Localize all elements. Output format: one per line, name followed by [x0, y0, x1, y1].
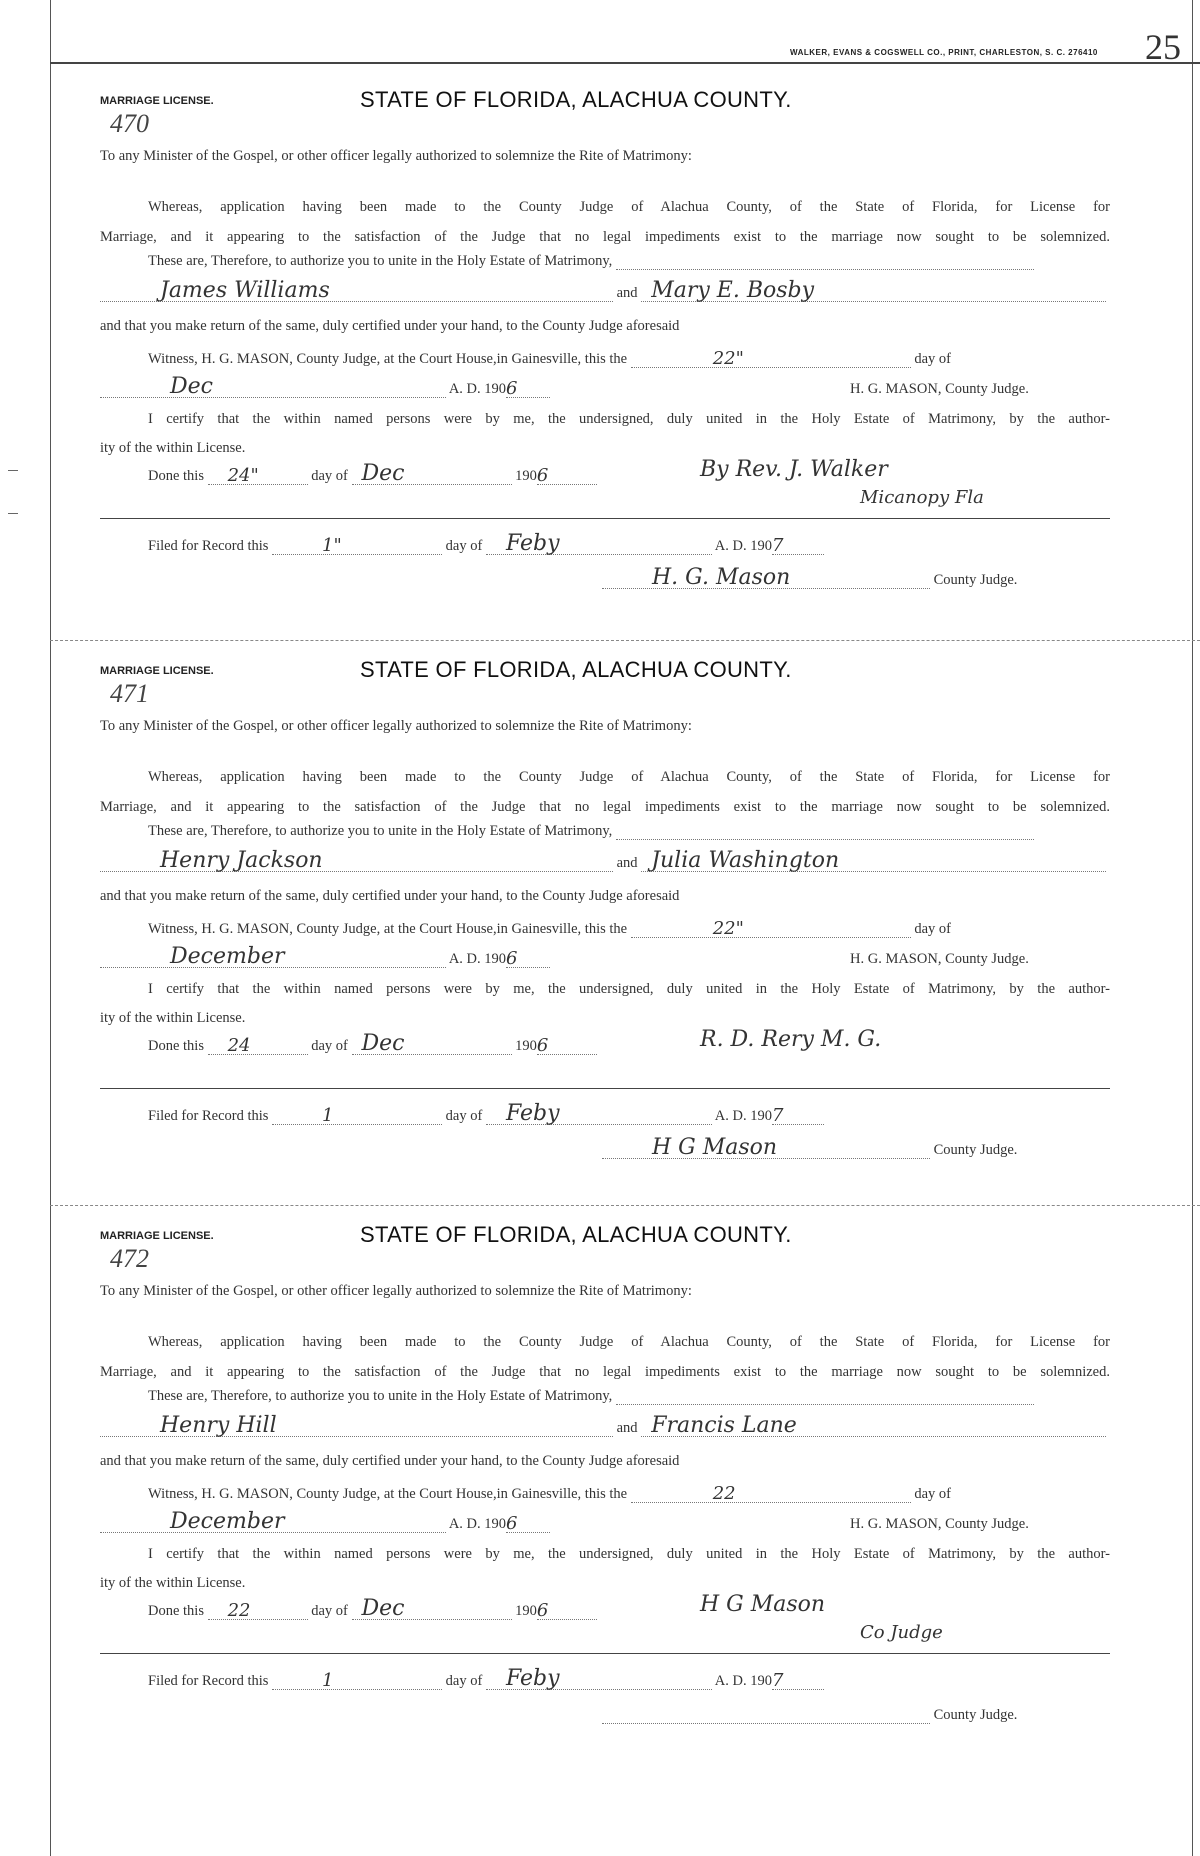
- groom-name: James Williams: [160, 278, 330, 303]
- day-of-text: day of: [914, 351, 951, 367]
- whereas-line-1: Whereas, application having been made to the County Judge of Alachua County, of the State of Florida, for License for: [148, 1334, 1110, 1350]
- witness-month: December: [170, 944, 285, 969]
- witness-day: 22": [712, 918, 744, 939]
- witness-date-line: [100, 1509, 1029, 1534]
- these-are-text: These are, Therefore, to authorize you to unite in the Holy Estate of Matrimony,: [148, 1388, 613, 1404]
- witness-day: 22": [712, 348, 744, 369]
- officiant-place: Co Judge: [860, 1622, 943, 1643]
- groom-field: [100, 1413, 613, 1438]
- done-year: 6: [536, 465, 549, 486]
- witness-month: December: [170, 1509, 285, 1534]
- witness-year: 6: [506, 1513, 518, 1534]
- filed-year: 7: [771, 1105, 784, 1126]
- county-judge-printed: H. G. MASON, County Judge.: [850, 951, 1029, 967]
- day-of-text: day of: [914, 921, 951, 937]
- names-line: [100, 278, 1106, 303]
- these-are-fill: [616, 1388, 1034, 1405]
- done-year-field: [536, 465, 597, 486]
- groom-field: [100, 278, 613, 303]
- bride-field: [641, 1413, 1106, 1438]
- filed-line: [148, 531, 824, 556]
- these-are-fill: [616, 253, 1034, 270]
- witness-text: Witness, H. G. MASON, County Judge, at the Court House,in Gainesville, this the: [148, 351, 628, 367]
- filed-year-field: [771, 1105, 824, 1126]
- filed-text: Filed for Record this: [148, 1673, 269, 1689]
- day-of-text-2: day of: [311, 1603, 348, 1619]
- these-are-text: These are, Therefore, to authorize you to unite in the Holy Estate of Matrimony,: [148, 823, 613, 839]
- state-title: STATE OF FLORIDA, ALACHUA COUNTY.: [360, 1222, 792, 1247]
- done-day: 24: [227, 1035, 251, 1056]
- day-of-text-3: day of: [445, 1673, 483, 1689]
- filed-text: Filed for Record this: [148, 538, 269, 554]
- and-text: and: [616, 855, 638, 871]
- witness-day-field: [631, 1483, 911, 1504]
- witness-text: Witness, H. G. MASON, County Judge, at the Court House,in Gainesville, this the: [148, 921, 628, 937]
- done-day-field: [208, 465, 308, 486]
- entry-separator: [50, 640, 1200, 641]
- done-year: 6: [536, 1035, 549, 1056]
- certify-line-1: I certify that the within named persons were by me, the undersigned, duly united in the Holy Estate of Matrimony, by the author-: [148, 411, 1110, 427]
- ad-text-2: A. D. 190: [714, 1673, 772, 1689]
- ledger-rule-left: [50, 0, 51, 1856]
- witness-line: [148, 918, 951, 939]
- year-prefix: 190: [515, 1038, 537, 1054]
- filed-day: 1: [322, 1670, 334, 1691]
- filed-day: 1": [322, 535, 342, 556]
- ledger-rule-right: [1192, 0, 1193, 1856]
- county-judge-line: [602, 565, 1018, 590]
- ad-text-2: A. D. 190: [714, 538, 772, 554]
- done-day-field: [208, 1035, 308, 1056]
- witness-year: 6: [506, 378, 518, 399]
- done-month-field: [352, 1031, 512, 1056]
- margin-mark: [8, 470, 18, 471]
- whereas-line-1: Whereas, application having been made to the County Judge of Alachua County, of the State of Florida, for License for: [148, 769, 1110, 785]
- whereas-line-1: Whereas, application having been made to the County Judge of Alachua County, of the State of Florida, for License for: [148, 199, 1110, 215]
- ad-text: A. D. 190: [448, 381, 507, 397]
- filed-year-field: [771, 1670, 824, 1691]
- entry-separator: [50, 1205, 1200, 1206]
- county-judge-text: County Judge.: [933, 1707, 1018, 1723]
- officiant-signature: By Rev. J. Walker: [700, 457, 888, 482]
- witness-line: [148, 1483, 951, 1504]
- these-are-line: [148, 253, 1034, 270]
- done-month: Dec: [361, 1031, 405, 1056]
- witness-line: [148, 348, 951, 369]
- signature-rule: [100, 1653, 1110, 1654]
- filed-line: [148, 1101, 824, 1126]
- and-text: and: [616, 1420, 638, 1436]
- names-line: [100, 848, 1106, 873]
- filed-month-field: [486, 1666, 712, 1691]
- done-day: 22: [227, 1600, 251, 1621]
- witness-date-line: [100, 944, 1029, 969]
- groom-name: Henry Hill: [160, 1413, 277, 1438]
- filed-month: Feby: [505, 1666, 560, 1691]
- make-return-line: and that you make return of the same, duly certified under your hand, to the County Judge aforesaid: [100, 888, 680, 904]
- signature-rule: [100, 1088, 1110, 1089]
- witness-date-line: [100, 374, 1029, 399]
- marriage-license-entry: [100, 657, 1110, 1225]
- witness-day-field: [631, 918, 911, 939]
- witness-month-field: [100, 1509, 446, 1534]
- whereas-line-2: Marriage, and it appearing to the satisfaction of the Judge that no legal impediments exist to the marriage now sought to be solemnized.: [100, 1364, 1110, 1380]
- state-title: STATE OF FLORIDA, ALACHUA COUNTY.: [360, 657, 792, 682]
- officiant-signature: R. D. Rery M. G.: [700, 1027, 882, 1052]
- filed-day: 1: [322, 1105, 334, 1126]
- done-line: [148, 1596, 597, 1621]
- to-any-minister: To any Minister of the Gospel, or other officer legally authorized to solemnize the Rite of Matrimony:: [100, 718, 692, 734]
- bride-field: [641, 848, 1106, 873]
- ledger-rule-top: [50, 62, 1200, 64]
- witness-year-field: [506, 1513, 550, 1534]
- to-any-minister: To any Minister of the Gospel, or other officer legally authorized to solemnize the Rite of Matrimony:: [100, 1283, 692, 1299]
- county-judge-printed: H. G. MASON, County Judge.: [850, 1516, 1029, 1532]
- filed-day-field: [272, 1105, 442, 1126]
- done-day: 24": [227, 465, 259, 486]
- filed-line: [148, 1666, 824, 1691]
- license-label: MARRIAGE LICENSE.: [100, 665, 214, 677]
- judge-signature-field: [602, 1135, 930, 1160]
- witness-year-field: [506, 378, 550, 399]
- and-text: and: [616, 285, 638, 301]
- county-judge-line: [602, 1707, 1017, 1724]
- day-of-text-2: day of: [311, 1038, 348, 1054]
- filed-day-field: [272, 1670, 442, 1691]
- witness-day: 22: [712, 1483, 736, 1504]
- bride-name: Mary E. Bosby: [651, 278, 815, 303]
- day-of-text: day of: [914, 1486, 951, 1502]
- license-label: MARRIAGE LICENSE.: [100, 95, 214, 107]
- license-number: 471: [110, 679, 149, 708]
- day-of-text-2: day of: [311, 468, 348, 484]
- done-text: Done this: [148, 1603, 204, 1619]
- filed-year: 7: [771, 535, 784, 556]
- year-prefix: 190: [515, 1603, 537, 1619]
- bride-name: Julia Washington: [651, 848, 840, 873]
- make-return-line: and that you make return of the same, duly certified under your hand, to the County Judge aforesaid: [100, 1453, 680, 1469]
- day-of-text-3: day of: [445, 538, 483, 554]
- marriage-license-entry: [100, 87, 1110, 655]
- county-judge-printed: H. G. MASON, County Judge.: [850, 381, 1029, 397]
- filed-month-field: [486, 1101, 712, 1126]
- judge-signature: H G Mason: [652, 1135, 778, 1160]
- names-line: [100, 1413, 1106, 1438]
- filed-month-field: [486, 531, 712, 556]
- filed-month: Feby: [505, 531, 560, 556]
- witness-text: Witness, H. G. MASON, County Judge, at the Court House,in Gainesville, this the: [148, 1486, 628, 1502]
- bride-field: [641, 278, 1106, 303]
- whereas-line-2: Marriage, and it appearing to the satisfaction of the Judge that no legal impediments exist to the marriage now sought to be solemnized.: [100, 229, 1110, 245]
- done-month-field: [352, 461, 512, 486]
- bride-name: Francis Lane: [651, 1413, 797, 1438]
- county-judge-line: [602, 1135, 1018, 1160]
- license-label: MARRIAGE LICENSE.: [100, 1230, 214, 1242]
- certify-line-2: ity of the within License.: [100, 440, 246, 456]
- printer-imprint: WALKER, EVANS & COGSWELL CO., PRINT, CHARLESTON, S. C. 276410: [790, 48, 1098, 57]
- these-are-text: These are, Therefore, to authorize you to unite in the Holy Estate of Matrimony,: [148, 253, 613, 269]
- witness-month: Dec: [170, 374, 213, 399]
- certify-line-2: ity of the within License.: [100, 1010, 246, 1026]
- these-are-line: [148, 823, 1034, 840]
- state-title: STATE OF FLORIDA, ALACHUA COUNTY.: [360, 87, 792, 112]
- these-are-line: [148, 1388, 1034, 1405]
- done-month: Dec: [361, 461, 405, 486]
- year-prefix: 190: [515, 468, 537, 484]
- marriage-license-entry: [100, 1222, 1110, 1790]
- certify-line-2: ity of the within License.: [100, 1575, 246, 1591]
- witness-month-field: [100, 374, 446, 399]
- done-text: Done this: [148, 1038, 204, 1054]
- ad-text-2: A. D. 190: [714, 1108, 772, 1124]
- license-number: 470: [110, 109, 149, 138]
- officiant-signature: H G Mason: [700, 1592, 826, 1617]
- these-are-fill: [616, 823, 1034, 840]
- filed-text: Filed for Record this: [148, 1108, 269, 1124]
- officiant-place: Micanopy Fla: [860, 487, 984, 508]
- done-day-field: [208, 1600, 308, 1621]
- license-number: 472: [110, 1244, 149, 1273]
- certify-line-1: I certify that the within named persons were by me, the undersigned, duly united in the Holy Estate of Matrimony, by the author-: [148, 981, 1110, 997]
- margin-mark: [8, 513, 18, 514]
- witness-day-field: [631, 348, 911, 369]
- filed-year: 7: [771, 1670, 784, 1691]
- certify-line-1: I certify that the within named persons were by me, the undersigned, duly united in the Holy Estate of Matrimony, by the author-: [148, 1546, 1110, 1562]
- done-year-field: [536, 1600, 597, 1621]
- judge-signature-field: [602, 565, 930, 590]
- done-month-field: [352, 1596, 512, 1621]
- judge-signature: H. G. Mason: [652, 565, 791, 590]
- filed-day-field: [272, 535, 442, 556]
- done-text: Done this: [148, 468, 204, 484]
- groom-field: [100, 848, 613, 873]
- witness-year: 6: [506, 948, 518, 969]
- filed-month: Feby: [505, 1101, 560, 1126]
- done-year: 6: [536, 1600, 549, 1621]
- witness-year-field: [506, 948, 550, 969]
- witness-month-field: [100, 944, 446, 969]
- whereas-line-2: Marriage, and it appearing to the satisfaction of the Judge that no legal impediments exist to the marriage now sought to be solemnized.: [100, 799, 1110, 815]
- county-judge-text: County Judge.: [933, 1142, 1018, 1158]
- groom-name: Henry Jackson: [160, 848, 323, 873]
- make-return-line: and that you make return of the same, duly certified under your hand, to the County Judge aforesaid: [100, 318, 680, 334]
- done-year-field: [536, 1035, 597, 1056]
- done-month: Dec: [361, 1596, 405, 1621]
- to-any-minister: To any Minister of the Gospel, or other officer legally authorized to solemnize the Rite of Matrimony:: [100, 148, 692, 164]
- ad-text: A. D. 190: [448, 951, 507, 967]
- signature-rule: [100, 518, 1110, 519]
- filed-year-field: [771, 535, 824, 556]
- county-judge-text: County Judge.: [933, 572, 1018, 588]
- done-line: [148, 461, 597, 486]
- judge-signature-field: [602, 1707, 930, 1724]
- day-of-text-3: day of: [445, 1108, 483, 1124]
- ad-text: A. D. 190: [448, 1516, 507, 1532]
- done-line: [148, 1031, 597, 1056]
- page-number: 25: [1145, 27, 1181, 67]
